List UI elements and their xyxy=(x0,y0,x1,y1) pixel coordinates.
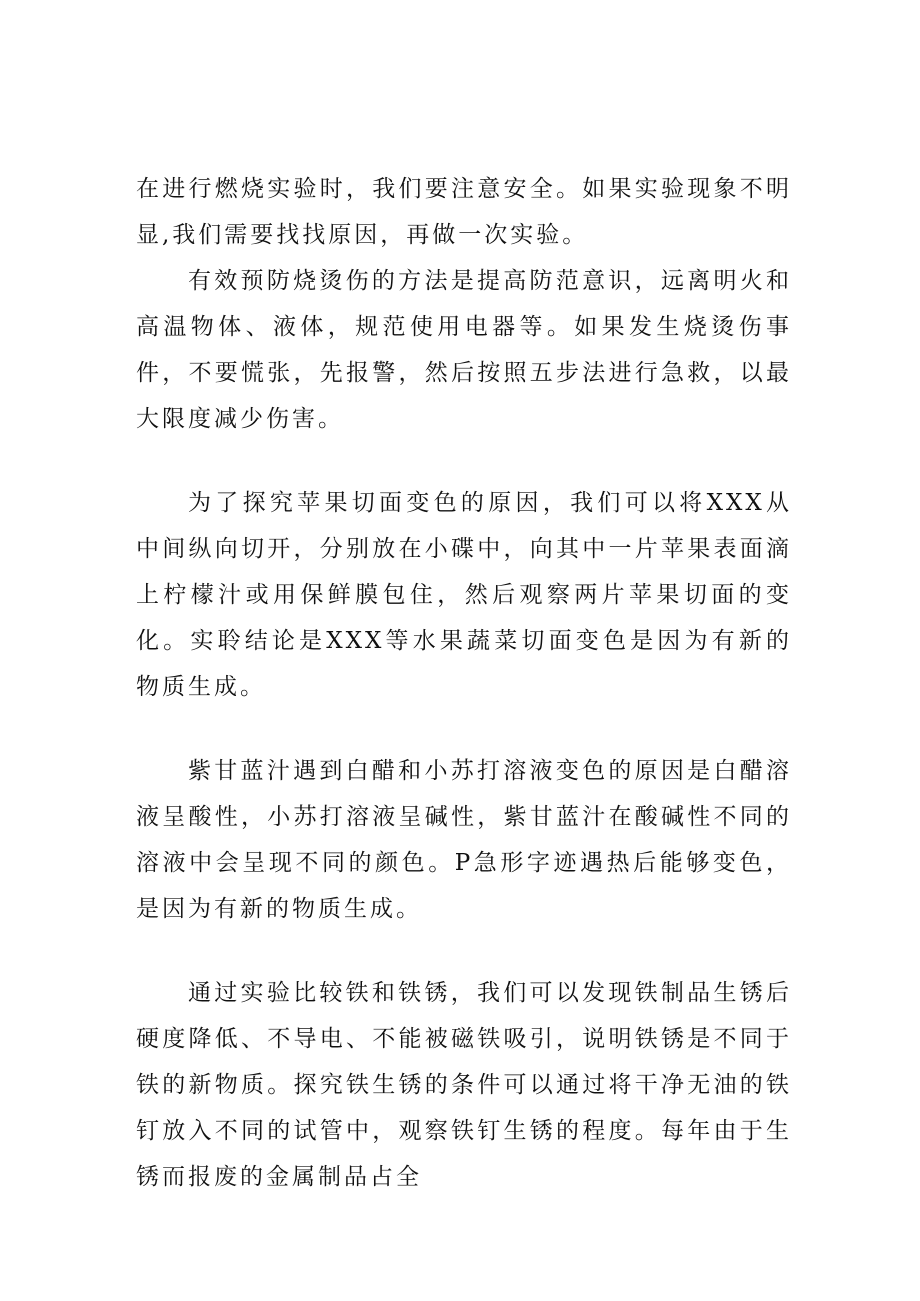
paragraph-combustion-safety: 在进行燃烧实验时，我们要注意安全。如果实验现象不明显,我们需要找找原因，再做一次实验。 xyxy=(136,176,792,248)
paragraph-spacer xyxy=(136,932,792,970)
paragraph-burn-prevention: 有效预防烧烫伤的方法是提高防范意识，远离明火和高温物体、液体，规范使用电器等。如果发生烧烫伤事件，不要慌张，先报警，然后按照五步法进行急救，以最大限度减少伤害。 xyxy=(136,268,792,432)
paragraph-red-cabbage: 紫甘蓝汁遇到白醋和小苏打溶液变色的原因是白醋溶液呈酸性，小苏打溶液呈碱性，紫甘蓝汁在酸碱性不同的溶液中会呈现不同的颜色。P急形字迹遇热后能够变色，是因为有新的物质生成。 xyxy=(136,758,792,922)
paragraph-spacer xyxy=(136,442,792,480)
document-body xyxy=(136,166,792,1200)
paragraph-iron-rust: 通过实验比较铁和铁锈，我们可以发现铁制品生锈后硬度降低、不导电、不能被磁铁吸引，说明铁锈是不同于铁的新物质。探究铁生锈的条件可以通过将干净无油的铁钉放入不同的试管中，观察铁钉生锈的程度。每年由于生锈而报废的金属制品占全 xyxy=(136,980,792,1190)
paragraph-apple-browning: 为了探究苹果切面变色的原因，我们可以将XXX从中间纵向切开，分别放在小碟中，向其中一片苹果表面滴上柠檬汁或用保鲜膜包住，然后观察两片苹果切面的变化。实聆结论是XXX等水果蔬菜切面变色是因为有新的物质生成。 xyxy=(136,490,792,700)
paragraph-spacer xyxy=(136,710,792,748)
